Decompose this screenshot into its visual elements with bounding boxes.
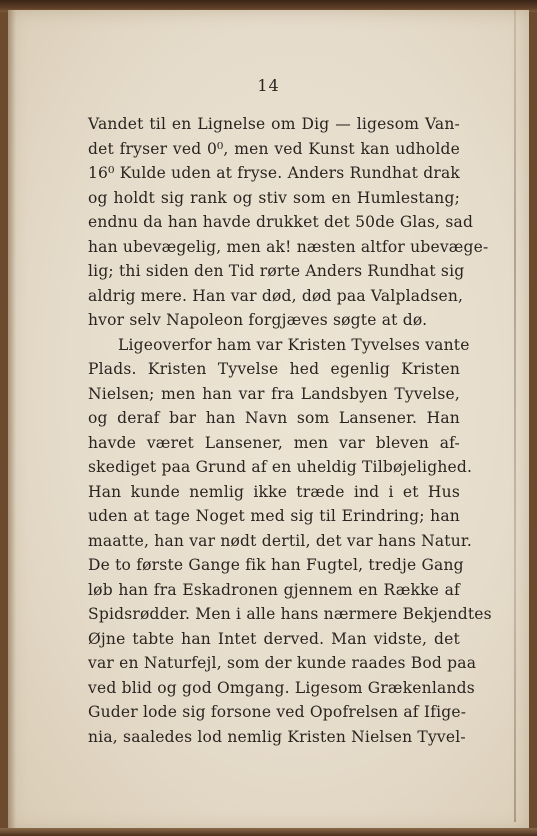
text-line: var en Naturfejl, som der kunde raades Bod paa	[88, 654, 477, 672]
text-line: 16⁰ Kulde uden at fryse. Anders Rundhat drak	[88, 164, 460, 182]
text-line: Øjne tabte han Intet derved. Man vidste, det	[88, 629, 460, 648]
text-line: Guder lode sig forsone ved Opofrelsen af Ifige-	[88, 703, 467, 721]
text-line: og deraf bar han Navn som Lansener. Han	[88, 409, 460, 427]
body-text	[88, 112, 492, 749]
text-line: hvor selv Napoleon forgjæves søgte at dø.	[88, 311, 428, 329]
text-line: ved blid og god Omgang. Ligesom Grækenlands	[88, 678, 475, 697]
text-line: løb han fra Eskadronen gjennem en Række af	[88, 580, 460, 599]
page-number: 14	[257, 76, 280, 95]
text-line: Plads. Kristen Tyvelse hed egenlig Kristen	[88, 360, 460, 378]
text-line: det fryser ved 0⁰, men ved Kunst kan udholde	[88, 139, 460, 158]
text-line: Ligeoverfor ham var Kristen Tyvelses vante	[118, 335, 470, 354]
book-bottom-edge	[0, 828, 537, 836]
text-line: nia, saaledes lod nemlig Kristen Nielsen Tyvel-	[88, 727, 466, 746]
text-line: Han kunde nemlig ikke træde ind i et Hus	[88, 482, 460, 501]
text-line: uden at tage Noget med sig til Erindring; han	[88, 507, 460, 525]
text-line: aldrig mere. Han var død, død paa Valpladsen,	[88, 286, 464, 305]
text-line: endnu da han havde drukket det 50de Glas, sad	[88, 213, 474, 231]
text-line: Vandet til en Lignelse om Dig — ligesom Van-	[88, 115, 460, 133]
text-line: Spidsrødder. Men i alle hans nærmere Bekjendtes	[88, 605, 492, 623]
text-line: havde været Lansener, men var bleven af-	[88, 433, 460, 452]
text-line: og holdt sig rank og stiv som en Humlestang;	[88, 188, 460, 207]
text-line: lig; thi siden den Tid rørte Anders Rundhat sig	[88, 262, 465, 280]
text-line: han ubevægelig, men ak! næsten altfor ubevæge-	[88, 237, 489, 256]
text-line: De to første Gange fik han Fugtel, tredje Gang	[88, 556, 464, 574]
page-gutter-rule	[514, 10, 516, 822]
text-line: Nielsen; men han var fra Landsbyen Tyvelse,	[88, 384, 460, 403]
text-line: maatte, han var nødt dertil, det var hans Natur.	[88, 531, 472, 550]
text-line: skediget paa Grund af en uheldig Tilbøjelighed.	[88, 458, 473, 476]
